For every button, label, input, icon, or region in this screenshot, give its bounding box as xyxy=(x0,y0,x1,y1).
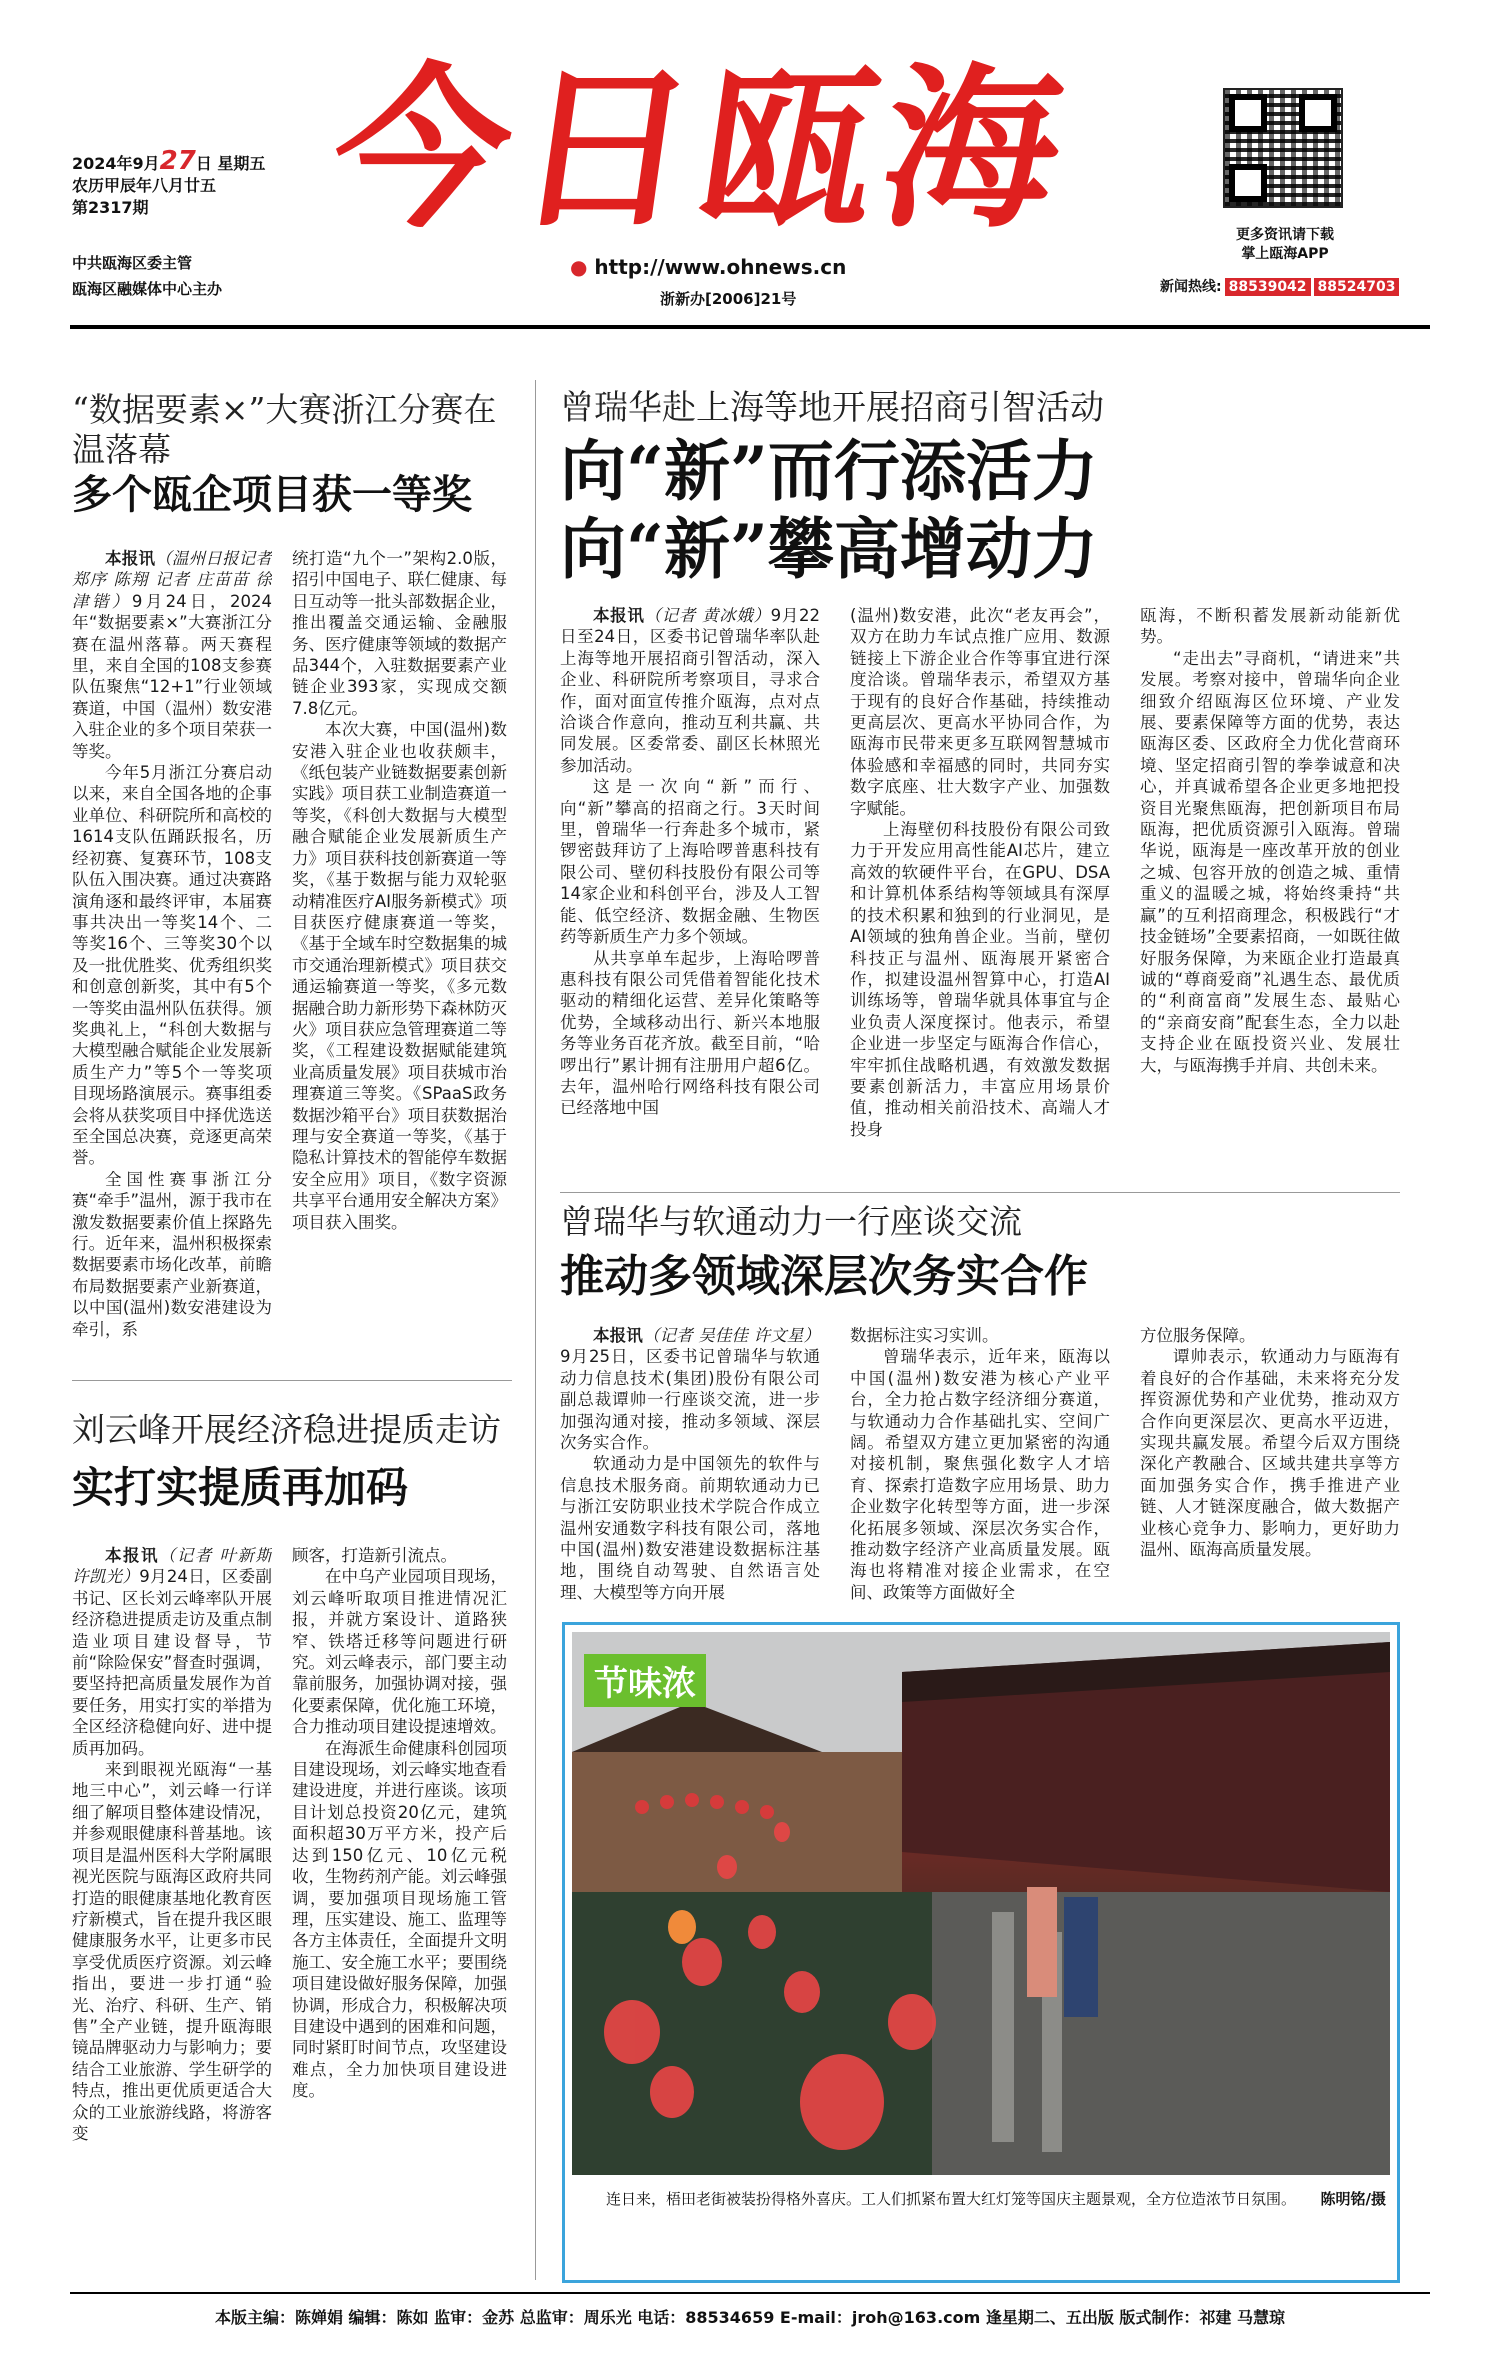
qr-caption-line1: 更多资讯请下载 xyxy=(1236,227,1334,243)
article3-col2 xyxy=(850,605,1110,1205)
article4-paragraph: 数据标注实习实训。 xyxy=(850,1326,999,1345)
article3-paragraph: (温州)数安港，此次“老友再会”，双方在助力车试点推广应用、数源链接上下游企业合作等事宜进行深度洽谈。曾瑞华表示，希望双方基于现有的良好合作基础，持续推动更高层次、更高水平协同合作，为瓯海市民带来更多互联网智慧城市体验感和幸福感的同时，共同夯实数字底座、壮大数字产业、加强数字赋能。 xyxy=(850,606,1110,818)
qr-finder-icon xyxy=(1229,94,1267,132)
article3-headline-line2: 向“新”攀高增动力 xyxy=(560,510,1098,588)
article2-lead: 本报讯 xyxy=(105,1546,159,1565)
date-prefix: 2024年9月 xyxy=(72,154,160,173)
organization-info xyxy=(72,250,222,302)
article3-byline: （记者 黄冰娥） xyxy=(644,606,771,625)
article1-paragraph: 全国性赛事浙江分赛“牵手”温州，源于我市在激发数据要素价值上探路先行。近年来，温州积极探索数据要素市场化改革，前瞻布局数据要素产业新赛道，以中国(温州)数安港建设为牵引，系 xyxy=(72,1169,272,1339)
news-hotline xyxy=(1160,276,1399,296)
article3-paragraph: 瓯海，不断积蓄发展新动能新优势。 xyxy=(1140,606,1400,647)
article2-byline: （记者 叶新斯 许凯光） xyxy=(72,1546,272,1587)
article3-paragraph: 上海壁仞科技股份有限公司致力于开发应用高性能AI芯片，建立高效的软硬件平台，在GPU、DSA和计算机体系结构等领域具有深厚的技术积累和独到的行业洞见，是AI领域的独角兽企业。当前，壁仞科技正与温州、瓯海展开紧密合作，拟建设温州智算中心，打造AI训练场等，曾瑞华就具体事宜与企业负责人深度探讨。他表示，希望企业进一步坚定与瓯海合作信心，牢牢抓住战略机遇，有效激发数据要素创新活力，丰富应用场景价值，推动相关前沿技术、高端人才投身 xyxy=(850,820,1110,1139)
qr-finder-icon xyxy=(1229,164,1267,202)
date-weekday: 日 星期五 xyxy=(195,154,266,173)
article3-paragraph: “走出去”寻商机，“请进来”共发展。考察对接中，曾瑞华向企业细致介绍瓯海区位环境、产业发展、要素保障等方面的优势，表达瓯海区委、区政府全力优化营商环境、坚定招商引智的拳拳诚意和决心，并真诚希望各企业更多地把投资目光聚焦瓯海，把创新项目布局瓯海，把优质资源引入瓯海。曾瑞华说，瓯海是一座改革开放的创业之城、包容开放的创造之城、重情重义的温暖之城，将始终秉持“共赢”的互利招商理念，积极践行“才技金链场”全要素招商，一如既往做好服务保障，为来瓯企业打造最真诚的“尊商爱商”礼遇生态、最优质的“利商富商”发展生态、最贴心的“亲商安商”配套生态，全力以赴支持企业在瓯投资兴业、发展壮大，与瓯海携手并肩、共创未来。 xyxy=(1140,648,1400,1075)
article4-byline: （记者 吴佳佳 许文星） xyxy=(642,1326,820,1345)
article3-col1 xyxy=(560,605,820,1205)
column-divider xyxy=(535,380,536,2280)
article4-paragraph: 9月25日，区委书记曾瑞华与软通动力信息技术(集团)股份有限公司副总裁谭帅一行座谈交流，进一步加强沟通对接，推动多领域、深层次务实合作。 xyxy=(560,1347,820,1453)
photo-author: 陈明铭/摄 xyxy=(1320,2190,1386,2208)
article2-headline: 实打实提质再加码 xyxy=(72,1463,409,1512)
lunar-date: 农历甲辰年八月廿五 xyxy=(72,176,217,195)
hotline-label: 新闻热线: xyxy=(1160,279,1222,295)
article3-paragraph: 9月22日至24日，区委书记曾瑞华率队赴上海等地开展招商引智活动，深入企业、科研院所考察项目，寻求合作，面对面宣传推介瓯海，点对点洽谈合作意向，推动互利共赢、共同发展。区委常委、副区长林照光参加活动。 xyxy=(560,606,820,775)
article3-lead: 本报讯 xyxy=(593,606,645,625)
article1-lead: 本报讯 xyxy=(105,549,156,568)
masthead-rule xyxy=(70,325,1430,329)
article1-paragraph: 今年5月浙江分赛启动以来，来自全国各地的企事业单位、科研院所和高校的1614支队伍踊跃报名，历经初赛、复赛环节，108支队伍入围决赛。通过决赛路演角逐和最终评审，本届赛事共决出一等奖14个、二等奖16个、三等奖30个以及一批优胜奖、优秀组织奖和创意创新奖，其中有5个一等奖由温州队伍获得。颁奖典礼上，“科创大数据与大模型融合赋能企业发展新质生产力”等5个一等奖项目现场路演展示。赛事组委会将从获奖项目中择优选送至全国总决赛，竞逐更高荣誉。 xyxy=(72,763,272,1168)
article2-col2 xyxy=(292,1545,507,2275)
article1-kicker: “数据要素×”大赛浙江分赛在温落幕 xyxy=(72,390,497,469)
hotline-number-2: 88524703 xyxy=(1314,278,1400,296)
article1-headline: 多个瓯企项目获一等奖 xyxy=(72,472,472,518)
article2-paragraph: 顾客，打造新引流点。 xyxy=(292,1546,457,1565)
article3-col3 xyxy=(1140,605,1400,1205)
newspaper-logo xyxy=(320,47,1095,260)
article1-byline: （温州日报记者 郑序 陈翔 记者 庄苗苗 徐津锴） xyxy=(72,549,272,611)
article3-kicker: 曾瑞华赴上海等地开展招商引智活动 xyxy=(560,388,1104,428)
article4-kicker: 曾瑞华与软通动力一行座谈交流 xyxy=(560,1202,1022,1241)
section-divider xyxy=(72,1380,512,1381)
article1-col1 xyxy=(72,548,272,1348)
article1-paragraph: 统打造“九个一”架构2.0版，招引中国电子、联仁健康、每日互动等一批头部数据企业，推出覆盖交通运输、金融服务、医疗健康等领域的数据产品344个，入驻数据要素产业链企业393家，实现成交额7.8亿元。 xyxy=(292,549,507,718)
lantern-scene-image xyxy=(572,1632,1390,2175)
date-line xyxy=(72,146,266,176)
org-supervisor: 中共瓯海区委主管 xyxy=(72,254,193,272)
article3-headline xyxy=(560,432,1400,588)
photo-tag: 节味浓 xyxy=(584,1654,706,1707)
footer-rule xyxy=(70,2292,1430,2294)
photo-caption xyxy=(606,2188,1386,2210)
masthead-date xyxy=(72,146,266,219)
article1-paragraph: 本次大赛，中国(温州)数安港入驻企业也收获颇丰，《纸包装产业链数据要素创新实践》项目获工业制造赛道一等奖，《科创大数据与大模型融合赋能企业发展新质生产力》项目获科技创新赛道一等奖，《基于数据与能力双轮驱动精准医疗AI服务新模式》项目获医疗健康赛道一等奖，《基于全域车时空数据集的城市交通治理新模式》项目获交通运输赛道一等奖，《多元数据融合助力新形势下森林防灭火》项目获应急管理赛道二等奖，《工程建设数据赋能建筑业高质量发展》项目获城市治理赛道三等奖。《SPaaS政务数据沙箱平台》项目获数据治理与安全赛道一等奖，《基于隐私计算技术的智能停车数据安全应用》项目，《数字资源共享平台通用安全解决方案》项目获入围奖。 xyxy=(292,720,507,1232)
article3-paragraph: 从共享单车起步，上海哈啰普惠科技有限公司凭借着智能化技术驱动的精细化运营、差异化策略等优势，全域移动出行、新兴本地服务等业务百花齐放。截至目前，“哈啰出行”累计拥有注册用户超6亿。去年，温州哈行网络科技有限公司已经落地中国 xyxy=(560,948,820,1118)
footer-credits: 本版主编：陈婵娟 编辑：陈如 监审：金苏 总监审：周乐光 电话：88534659 E-mail：jroh@163.com 逢星期二、五出版 版式制作：祁建 马慧琼 xyxy=(214,2308,1286,2327)
website-url[interactable] xyxy=(570,255,846,279)
article1-paragraph: 9月24日，2024年“数据要素×”大赛浙江分赛在温州落幕。两天赛程里，来自全国的108支参赛队伍聚焦“12+1”行业领域赛道，中国（温州）数安港入驻企业的多个项目荣获一等奖。 xyxy=(72,591,272,761)
hotline-number-1: 88539042 xyxy=(1225,278,1311,296)
article4-paragraph: 曾瑞华表示，近年来，瓯海以中国(温州)数安港为核心产业平台，全力抢占数字经济细分赛道，与软通动力合作基础扎实、空间广阔。希望双方建立更加紧密的沟通对接机制，聚焦强化数字人才培育、探索打造数字应用场景、助力企业数字化转型等方面，进一步深化拓展多领域、深层次务实合作，推动数字经济产业高质量发展。瓯海也将精准对接企业需求，在空间、政策等方面做好全 xyxy=(850,1347,1110,1602)
license-number: 浙新办[2006]21号 xyxy=(660,290,797,308)
article2-paragraph: 在中乌产业园项目现场，刘云峰听取项目推进情况汇报，并就方案设计、道路狭窄、铁塔迁移等问题进行研究。刘云峰表示，部门要主动靠前服务，加强协调对接，强化要素保障，优化施工环境，合力推动项目建设提速增效。 xyxy=(292,1567,507,1737)
article3-paragraph: 这是一次向“新”而行、向“新”攀高的招商之行。3天时间里，曾瑞华一行奔赴多个城市，紧锣密鼓拜访了上海哈啰普惠科技有限公司、壁仞科技股份有限公司等14家企业和科创平台，涉及人工智能、低空经济、数据金融、生物医药等新质生产力多个领域。 xyxy=(560,777,820,947)
article2-col1 xyxy=(72,1545,272,2275)
article4-lead: 本报讯 xyxy=(593,1326,643,1345)
section-divider xyxy=(560,1192,1400,1193)
qr-caption xyxy=(1190,226,1380,264)
org-host: 瓯海区融媒体中心主办 xyxy=(72,280,223,298)
article4-col2 xyxy=(850,1325,1110,1610)
article4-col3 xyxy=(1140,1325,1400,1610)
article4-col1 xyxy=(560,1325,820,1610)
article2-paragraph: 9月24日，区委副书记、区长刘云峰率队开展经济稳进提质走访及重点制造业项目建设督导，节前“除险保安”督查时强调，要坚持把高质量发展作为首要任务，用实打实的举措为全区经济稳健向好、进中提质再加码。 xyxy=(72,1567,272,1758)
url-text: http://www.ohnews.cn xyxy=(594,255,847,279)
date-day: 27 xyxy=(159,146,196,176)
qr-code-icon[interactable] xyxy=(1223,88,1343,208)
globe-icon: ● xyxy=(570,255,588,279)
article2-kicker: 刘云峰开展经济稳进提质走访 xyxy=(72,1410,501,1449)
qr-caption-line2: 掌上瓯海APP xyxy=(1241,246,1329,262)
article4-paragraph: 软通动力是中国领先的软件与信息技术服务商。前期软通动力已与浙江安防职业技术学院合作成立温州安通数字科技有限公司，落地中国(温州)数安港建设数据标注基地，围绕自动驾驶、自然语言处理、大模型等方向开展 xyxy=(560,1454,820,1602)
article2-paragraph: 在海派生命健康科创园项目建设现场，刘云峰实地查看建设进度，并进行座谈。该项目计划总投资20亿元，建筑面积超30万平方米，投产后达到150亿元、10亿元税收，生物药剂产能。刘云峰强调，要加强项目现场施工管理，压实建设、施工、监理等各方主体责任，全面提升文明施工、安全施工水平；要围绕项目建设做好服务保障，加强协调，形成合力，积极解决项目建设中遇到的困难和问题，同时紧盯时间节点，攻坚建设难点，全力加快项目建设进度。 xyxy=(292,1738,507,2101)
article1-col2 xyxy=(292,548,507,1348)
article4-paragraph: 方位服务保障。 xyxy=(1140,1326,1256,1345)
issue-number: 第2317期 xyxy=(72,198,149,217)
article3-headline-line1: 向“新”而行添活力 xyxy=(560,432,1098,510)
article4-headline: 推动多领域深层次务实合作 xyxy=(560,1251,1088,1302)
lantern-street-photo xyxy=(572,1632,1390,2175)
photo-caption-text: 连日来，梧田老街被装扮得格外喜庆。工人们抓紧布置大红灯笼等国庆主题景观，全方位造浓节日氛围。 xyxy=(606,2190,1297,2208)
article4-paragraph: 谭帅表示，软通动力与瓯海有着良好的合作基础，未来将充分发挥资源优势和产业优势，推动双方合作向更深层次、更高水平迈进，实现共赢发展。希望今后双方围绕深化产教融合、区域共建共享等方面加强务实合作，携手推进产业链、人才链深度融合，做大数据产业核心竞争力、影响力，更好助力温州、瓯海高质量发展。 xyxy=(1140,1347,1400,1560)
logo-text: 今日瓯海 xyxy=(320,47,1082,252)
qr-finder-icon xyxy=(1299,94,1337,132)
article2-paragraph: 来到眼视光瓯海“一基地三中心”，刘云峰一行详细了解项目整体建设情况，并参观眼健康科普基地。该项目是温州医科大学附属眼视光医院与瓯海区政府共同打造的眼健康基地化教育医疗新模式，旨在提升我区眼健康服务水平，让更多市民享受优质医疗资源。刘云峰指出，要进一步打通“验光、治疗、科研、生产、销售”全产业链，提升瓯海眼镜品牌驱动力与影响力；要结合工业旅游、学生研学的特点，推出更优质更适合大众的工业旅游线路，将游客变 xyxy=(72,1760,272,2143)
